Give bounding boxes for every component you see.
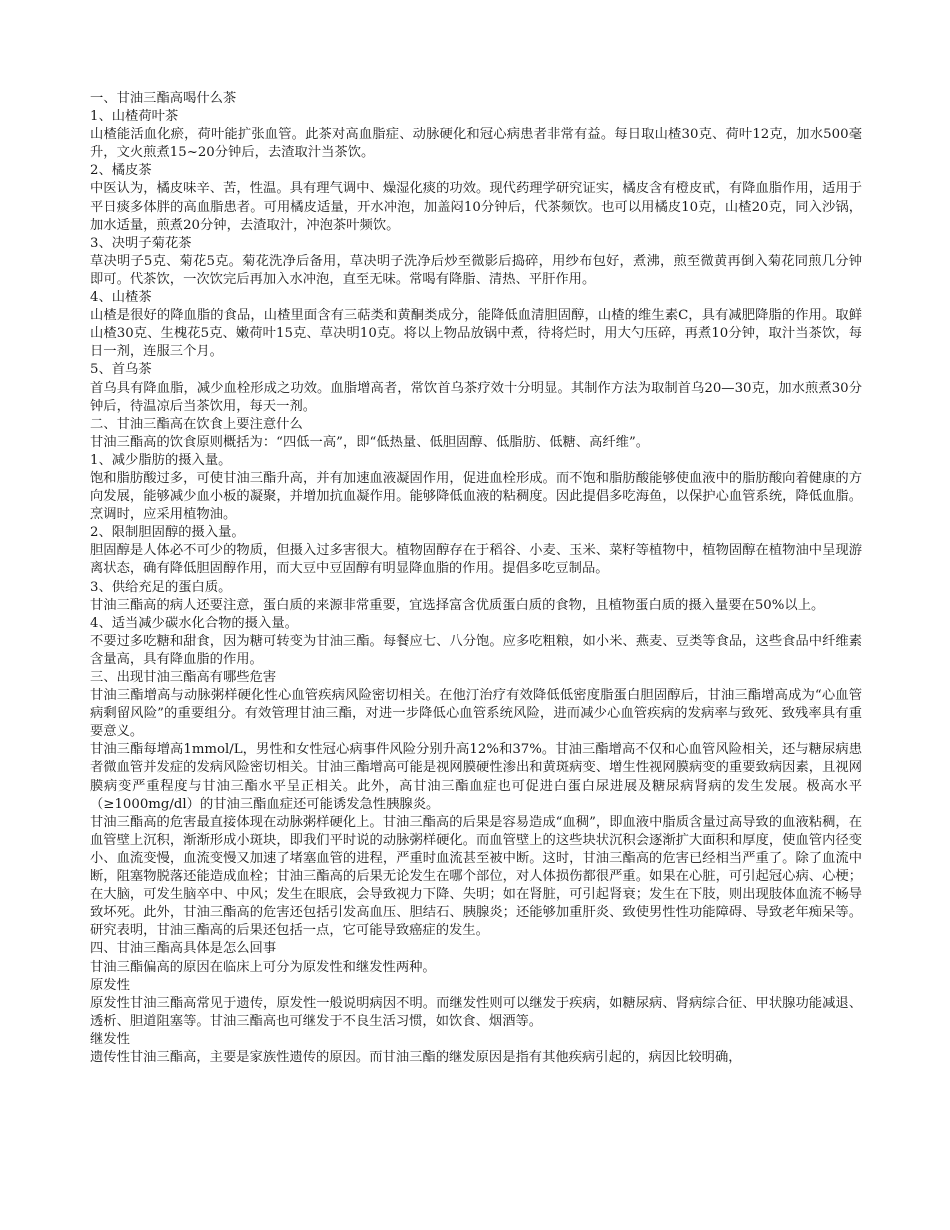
section-heading-1: 一、甘油三酯高喝什么茶 [90,91,237,106]
subheading: 4、适当减少碳水化合物的摄入量。 [90,615,298,631]
section-heading-2: 二、甘油三酯高在饮食上要注意什么 [90,416,303,432]
body-paragraph: 遗传性甘油三酯高，主要是家族性遗传的原因。而甘油三酯的继发原因是指有其他疾病引起的，病因比较明确， [90,1049,742,1065]
section-heading-4: 四、甘油三酯高具体是怎么回事 [90,941,277,957]
subheading: 2、限制胆固醇的摄入量。 [90,525,245,541]
body-paragraph: 甘油三酯高的病人还要注意，蛋白质的来源非常重要，宜选择富含优质蛋白质的食物，且植物蛋白质的摄入量要在50%以上。 [90,597,825,613]
subheading: 1、减少脂肪的摄入量。 [90,452,232,468]
body-paragraph: 中医认为，橘皮味辛、苦，性温。具有理气调中、燥湿化痰的功效。现代药理学研究证实，橘皮含有橙皮甙，有降血脂作用，适用于平日痰多体胖的高血脂患者。可用橘皮适量，开水冲泡，加盖闷10分钟后，代茶频饮。也可以用橘皮10克，山楂20克，同入沙锅，加水适量，煎煮20分钟，去渣取汁，冲泡茶叶频饮。 [90,181,862,233]
body-paragraph: 不要过多吃糖和甜食，因为糖可转变为甘油三酯。每餐应七、八分饱。应多吃粗粮，如小米、燕麦、豆类等食品，这些食品中纤维素含量高，具有降血脂的作用。 [90,633,862,667]
body-paragraph: 山楂能活血化瘀，荷叶能扩张血管。此茶对高血脂症、动脉硬化和冠心病患者非常有益。每日取山楂30克、荷叶12克，加水500毫升，文火煎煮15~20分钟后，去渣取汁当茶饮。 [90,127,862,161]
body-paragraph: 甘油三酯高的危害最直接体现在动脉粥样硬化上。甘油三酯高的后果是容易造成“血稠”，即血液中脂质含量过高导致的血液粘稠，在血管壁上沉积，渐渐形成小斑块，即我们平时说的动脉粥样硬化。而血管壁上的这些块状沉积会逐渐扩大面积和厚度，使血管内径变小、血流变慢，血流变慢又加速了堵塞血管的进程，严重时血流甚至被中断。这时，甘油三酯高的危害已经相当严重了。除了血流中断，阻塞物脱落还能造成血栓；甘油三酯高的后果无论发生在哪个部位，对人体损伤都很严重。如果在心脏，可引起冠心病、心梗；在大脑，可发生脑卒中、中风；发生在眼底，会导致视力下降、失明；如在肾脏，可引起肾衰；发生在下肢，则出现肢体血流不畅导致坏死。此外，甘油三酯高的危害还包括引发高血压、胆结石、胰腺炎；还能够加重肝炎、致使男性性功能障碍、导致老年痴呆等。研究表明，甘油三酯高的后果还包括一点，它可能导致癌症的发生。 [90,814,862,939]
subheading: 4、山楂茶 [90,290,152,306]
subheading: 3、决明子菊花茶 [90,235,192,251]
subheading: 继发性 [90,1031,130,1047]
body-paragraph: 胆固醇是人体必不可少的物质，但摄入过多害很大。植物固醇存在于稻谷、小麦、玉米、菜籽等植物中，植物固醇在植物油中呈现游离状态，确有降低胆固醇作用，而大豆中豆固醇有明显降血脂的作用。提倡多吃豆制品。 [90,543,862,577]
body-paragraph: 草决明子5克、菊花5克。菊花洗净后备用，草决明子洗净后炒至微影后捣碎，用纱布包好，煮沸，煎至微黄再倒入菊花同煎几分钟即可。代茶饮，一次饮完后再加入水冲泡，直至无味。常喝有降脂、清热、平肝作用。 [90,253,862,287]
body-paragraph: 甘油三酯增高与动脉粥样硬化性心血管疾病风险密切相关。在他汀治疗有效降低低密度脂蛋白胆固醇后，甘油三酯增高成为“心血管病剩留风险”的重要组分。有效管理甘油三酯，对进一步降低心血管系统风险，进而减少心血管疾病的发病率与致死、致残率具有重要意义。 [90,688,862,740]
section-heading-3: 三、出现甘油三酯高有哪些危害 [90,670,277,685]
body-paragraph: 首乌具有降血脂，减少血栓形成之功效。血脂增高者，常饮首乌茶疗效十分明显。其制作方法为取制首乌20—30克，加水煎煮30分钟后，待温凉后当茶饮用，每天一剂。 [90,380,862,414]
subheading: 1、山楂荷叶茶 [90,109,179,125]
body-paragraph: 甘油三酯高的饮食原则概括为：“四低一高”，即“低热量、低胆固醇、低脂肪、低糖、高纤维”。 [90,434,650,450]
body-paragraph: 山楂是很好的降血脂的食品，山楂里面含有三萜类和黄酮类成分，能降低血清胆固醇，山楂的维生素C，具有减肥降脂的作用。取鲜山楂30克、生槐花5克、嫩荷叶15克、草决明10克。将以上物品放锅中煮，待将烂时，用大勺压碎，再煮10分钟，取汁当茶饮，每日一剂，连服三个月。 [90,308,862,360]
body-paragraph: 饱和脂肪酸过多，可使甘油三酯升高，并有加速血液凝固作用，促进血栓形成。而不饱和脂肪酸能够使血液中的脂肪酸向着健康的方向发展，能够减少血小板的凝聚，并增加抗血凝作用。能够降低血液的粘稠度。因此提倡多吃海鱼，以保护心血管系统，降低血脂。烹调时，应采用植物油。 [90,470,862,523]
subheading: 5、首乌茶 [90,362,152,378]
subheading: 原发性 [90,977,130,993]
body-paragraph: 原发性甘油三酯高常见于遗传，原发性一般说明病因不明。而继发性则可以继发于疾病，如糖尿病、肾病综合征、甲状腺功能减退、透析、胆道阻塞等。甘油三酯高也可继发于不良生活习惯，如饮食、烟酒等。 [90,995,862,1029]
subheading: 2、橘皮茶 [90,163,152,179]
body-paragraph: 甘油三酯偏高的原因在临床上可分为原发性和继发性两种。 [90,959,436,975]
subheading: 3、供给充足的蛋白质。 [90,579,232,595]
body-paragraph: 甘油三酯每增高1mmol/L，男性和女性冠心病事件风险分别升高12%和37%。甘油三酯增高不仅和心血管风险相关，还与糖尿病患者微血管并发症的发病风险密切相关。甘油三酯增高可能是视网膜硬性渗出和黄斑病变、增生性视网膜病变的重要致病因素，且视网膜病变严重程度与甘油三酯水平呈正相关。此外，高甘油三酯血症也可促进白蛋白尿进展及糖尿病肾病的发生发展。极高水平（≥1000mg/dl）的甘油三酯血症还可能诱发急性胰腺炎。 [90,742,862,812]
